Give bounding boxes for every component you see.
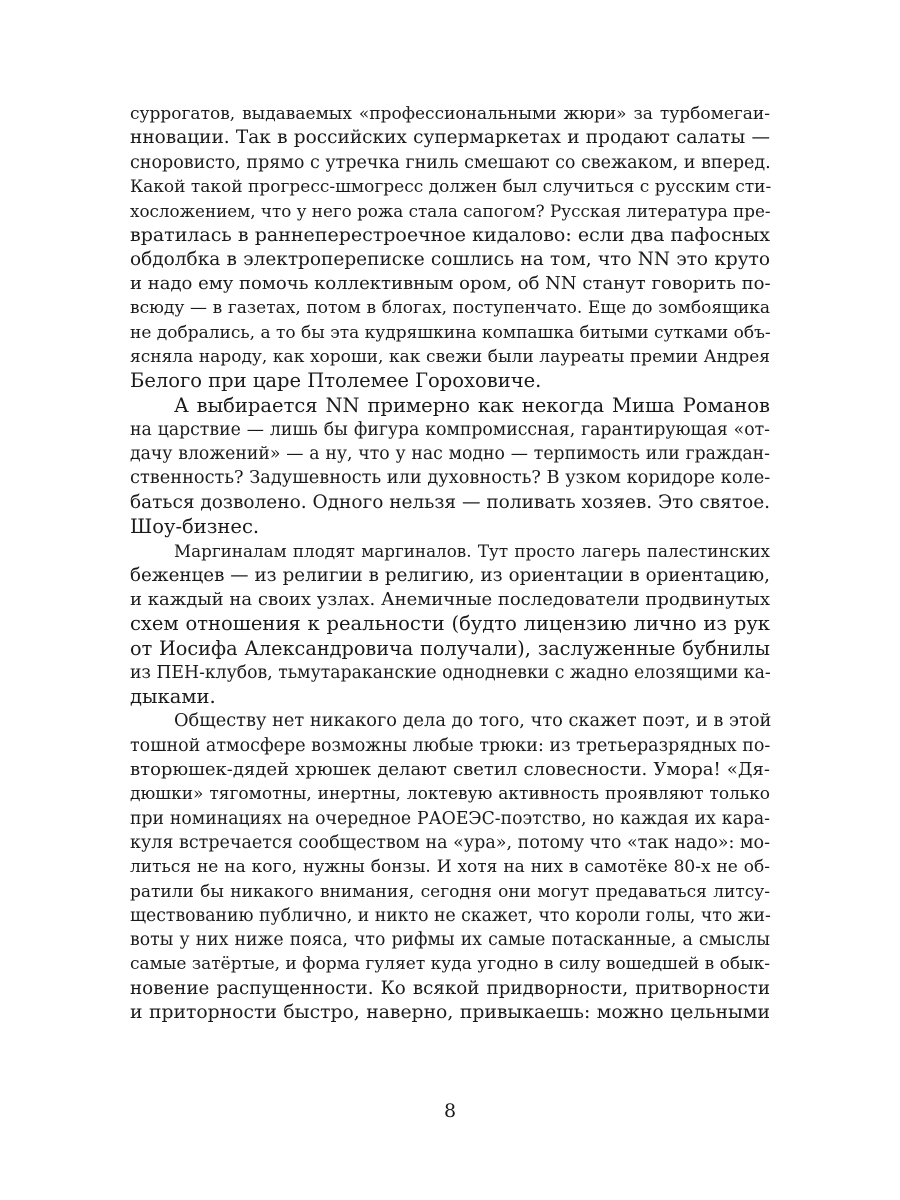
body-text: [130, 102, 770, 1025]
text-line: хосложением, что у него рожа стала сапогом? Русская литература пре-: [130, 201, 771, 222]
paragraph: [130, 539, 770, 709]
text-line: и каждый на своих узлах. Анемичные последователи продвинутых: [130, 588, 770, 610]
text-line: от Иосифа Александровича получали), заслуженные бубнилы: [130, 636, 770, 660]
text-line: сноровисто, прямо с утречка гниль смешают со свежаком, и вперед.: [130, 152, 771, 173]
text-line: беженцев — из религии в религию, из ориентации в ориентацию,: [130, 564, 770, 586]
text-line: Маргиналам плодят маргиналов. Тут просто лагерь палестинских: [174, 541, 770, 562]
text-line: баться дозволено. Одного нельзя — поливать хозяев. Это святое.: [130, 491, 771, 513]
text-line: и надо ему помочь коллективным ором, об NN станут говорить по-: [130, 273, 771, 295]
text-line: нновации. Так в российских супермаркетах и продают салаты —: [130, 127, 770, 149]
page-number: 8: [443, 1100, 457, 1122]
text-line: Какой такой прогресс-шмогресс должен был случиться с русским сти-: [130, 176, 772, 197]
text-line: ясняла народу, как хороши, как свежи были лауреаты премии Андрея: [130, 346, 770, 367]
text-line: из ПЕН-клубов, тьмутараканские однодневки с жадно елозящими ка-: [130, 662, 771, 683]
text-line: дыками.: [130, 685, 216, 709]
text-line: Белого при царе Птолемее Гороховиче.: [130, 369, 542, 393]
text-line: новение распущенности. Ко всякой придворности, притворности: [130, 977, 770, 999]
text-line: при номинациях на очередное РАОЕЭС-поэтство, но каждая их кара-: [130, 808, 770, 829]
paragraph: [130, 102, 770, 394]
text-line: воты у них ниже пояса, что рифмы их самые потасканные, а смыслы: [130, 930, 770, 951]
text-line: куля встречается сообществом на «ура», потому что «так надо»: мо-: [130, 832, 770, 853]
text-line: суррогатов, выдаваемых «профессиональными жюри» за турбомегаи-: [130, 104, 770, 124]
text-line: схем отношения к реальности (будто лицензию лично из рук: [130, 612, 770, 636]
text-line: и приторности быстро, наверно, привыкаешь: можно цельными: [130, 1001, 770, 1023]
text-line: дюшки» тягомотны, инертны, локтевую активность проявляют только: [130, 784, 770, 805]
text-line: на царствие — лишь бы фигура компромиссная, гарантирующая «от-: [130, 419, 770, 440]
text-line: самые затёртые, и форма гуляет куда угодно в силу вошедшей в обык-: [130, 954, 770, 975]
text-line: всюду — в газетах, потом в блогах, поступенчато. Еще до зомбоящика: [130, 298, 770, 319]
text-line: дачу вложений» — а ну, что у нас модно — терпимость или граждан-: [130, 444, 770, 465]
text-line: вторюшек-дядей хрюшек делают светил словесности. Умора! «Дя-: [130, 759, 770, 781]
paragraph: [130, 709, 770, 1025]
text-line: тошной атмосфере возможны любые трюки: из третьеразрядных по-: [130, 735, 771, 756]
paragraph: [130, 394, 770, 540]
text-line: вратилась в раннеперестроечное кидалово: если два пафосных: [130, 224, 770, 247]
text-line: Обществу нет никакого дела до того, что скажет поэт, и в этой: [174, 711, 772, 732]
text-line: Шоу-бизнес.: [130, 515, 260, 539]
text-line: А выбирается NN примерно как некогда Миша Романов: [174, 393, 770, 417]
text-line: обдолбка в электропереписке сошлись на том, что NN это круто: [130, 248, 770, 270]
text-line: не добрались, а то бы эта кудряшкина компашка битыми сутками объ-: [130, 322, 771, 343]
text-line: литься не на кого, нужны бонзы. И хотя на них в самотёке 80-х не об-: [130, 857, 770, 878]
text-line: ратили бы никакого внимания, сегодня они могут предаваться литсу-: [130, 881, 770, 902]
text-line: ственность? Задушевность или духовность? В узком коридоре коле-: [130, 468, 771, 489]
text-line: ществованию публично, и никто не скажет, что короли голы, что жи-: [130, 905, 771, 926]
